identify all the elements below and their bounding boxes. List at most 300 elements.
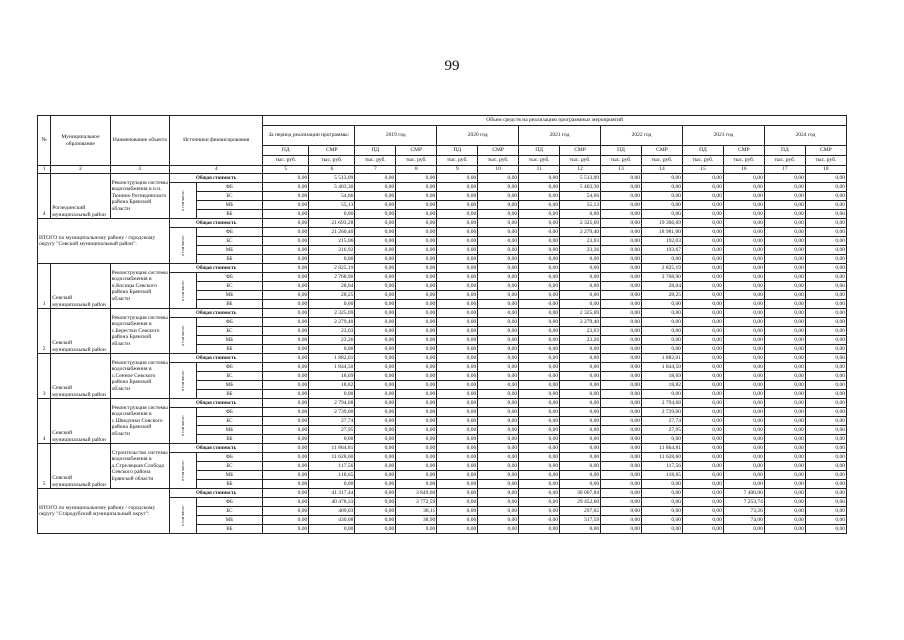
source-label: ВБ bbox=[196, 390, 263, 399]
value-cell: 5 403,30 bbox=[309, 183, 355, 192]
value-cell: 27,74 bbox=[642, 417, 683, 426]
value-cell: 0,00 bbox=[560, 444, 601, 453]
value-cell: 0,00 bbox=[723, 291, 764, 300]
value-cell: 0,00 bbox=[437, 291, 478, 300]
value-cell: 0,00 bbox=[396, 183, 437, 192]
value-cell: 193,67 bbox=[642, 246, 683, 255]
value-cell: 0,00 bbox=[560, 471, 601, 480]
value-cell: 0,00 bbox=[601, 498, 642, 507]
value-cell: 0,00 bbox=[519, 255, 560, 264]
value-cell: 0,00 bbox=[478, 255, 519, 264]
value-cell: 297,65 bbox=[560, 507, 601, 516]
value-cell: 3 849,60 bbox=[396, 489, 437, 498]
value-cell: 0,00 bbox=[263, 201, 309, 210]
value-cell: 0,00 bbox=[396, 525, 437, 534]
value-cell: 1 882,01 bbox=[642, 354, 683, 363]
value-cell: 0,00 bbox=[478, 336, 519, 345]
colnum: 15 bbox=[682, 166, 723, 174]
value-cell: 0,00 bbox=[764, 426, 805, 435]
value-cell: 0,00 bbox=[519, 390, 560, 399]
value-cell: 0,00 bbox=[396, 462, 437, 471]
value-cell: 0,00 bbox=[723, 237, 764, 246]
header-smr: СМР bbox=[309, 146, 355, 156]
value-cell: 0,00 bbox=[682, 363, 723, 372]
value-cell: 0,00 bbox=[519, 228, 560, 237]
value-cell: 0,00 bbox=[478, 462, 519, 471]
value-cell: 0,00 bbox=[601, 228, 642, 237]
in-that-number-text: в том числе: bbox=[180, 190, 186, 211]
value-cell: 0,00 bbox=[355, 264, 396, 273]
value-cell: 0,00 bbox=[519, 399, 560, 408]
value-cell: 0,00 bbox=[764, 318, 805, 327]
colnum: 16 bbox=[723, 166, 764, 174]
value-cell: 0,00 bbox=[396, 309, 437, 318]
value-cell: 0,00 bbox=[519, 462, 560, 471]
header-year-2019: 2019 год bbox=[355, 126, 437, 146]
value-cell: 0,00 bbox=[764, 345, 805, 354]
value-cell: 0,00 bbox=[519, 480, 560, 489]
source-label: ФБ bbox=[196, 273, 263, 282]
colnum: 17 bbox=[764, 166, 805, 174]
value-cell: 0,00 bbox=[478, 417, 519, 426]
source-label: БС bbox=[196, 507, 263, 516]
value-cell: 0,00 bbox=[519, 318, 560, 327]
value-cell: 0,00 bbox=[764, 471, 805, 480]
source-label: МБ bbox=[196, 336, 263, 345]
value-cell: 0,00 bbox=[601, 516, 642, 525]
value-cell: 0,00 bbox=[723, 453, 764, 462]
value-cell: 0,00 bbox=[601, 372, 642, 381]
value-cell: 0,00 bbox=[478, 246, 519, 255]
value-cell: 0,00 bbox=[519, 282, 560, 291]
value-cell: 0,00 bbox=[263, 345, 309, 354]
value-cell: 0,00 bbox=[805, 237, 846, 246]
value-cell: 0,00 bbox=[682, 408, 723, 417]
table-row bbox=[38, 444, 847, 453]
value-cell: 0,00 bbox=[437, 435, 478, 444]
table-body bbox=[38, 174, 847, 534]
value-cell: 0,00 bbox=[355, 318, 396, 327]
value-cell: 0,00 bbox=[478, 210, 519, 219]
value-cell: 0,00 bbox=[263, 228, 309, 237]
value-cell: 0,00 bbox=[805, 507, 846, 516]
value-cell: 0,00 bbox=[396, 444, 437, 453]
value-cell: 0,00 bbox=[805, 201, 846, 210]
value-cell: 0,00 bbox=[396, 408, 437, 417]
value-cell: 0,00 bbox=[355, 408, 396, 417]
object-name: Реконструкция системы водоснабжения в с.Шведчики Севского района Брянской области bbox=[110, 399, 169, 444]
total-cost-label: Общая стоимость bbox=[170, 489, 263, 498]
value-cell: 0,00 bbox=[682, 273, 723, 282]
value-cell: 0,00 bbox=[519, 489, 560, 498]
value-cell: 0,00 bbox=[396, 480, 437, 489]
value-cell: 0,00 bbox=[355, 426, 396, 435]
value-cell: 0,00 bbox=[355, 417, 396, 426]
value-cell: 0,00 bbox=[682, 390, 723, 399]
value-cell: 0,00 bbox=[805, 525, 846, 534]
value-cell: 0,00 bbox=[682, 354, 723, 363]
value-cell: 0,00 bbox=[601, 453, 642, 462]
value-cell: 0,00 bbox=[682, 300, 723, 309]
value-cell: 0,00 bbox=[764, 372, 805, 381]
value-cell: 0,00 bbox=[519, 507, 560, 516]
colnum: 14 bbox=[642, 166, 683, 174]
value-cell: 3 772,59 bbox=[396, 498, 437, 507]
value-cell: 0,00 bbox=[723, 318, 764, 327]
header-unit: тыс. руб. bbox=[263, 156, 309, 166]
value-cell: 0,00 bbox=[805, 417, 846, 426]
header-year-2024: 2024 год bbox=[764, 126, 846, 146]
value-cell: 0,00 bbox=[519, 273, 560, 282]
value-cell: 0,00 bbox=[437, 336, 478, 345]
value-cell: 0,00 bbox=[519, 426, 560, 435]
value-cell: 0,00 bbox=[355, 516, 396, 525]
value-cell: 0,00 bbox=[437, 282, 478, 291]
source-label: ФБ bbox=[196, 318, 263, 327]
value-cell: 0,00 bbox=[723, 309, 764, 318]
value-cell: 0,00 bbox=[437, 417, 478, 426]
value-cell: 0,00 bbox=[723, 381, 764, 390]
value-cell: 0,00 bbox=[642, 390, 683, 399]
value-cell: 0,00 bbox=[437, 399, 478, 408]
value-cell: 0,00 bbox=[355, 453, 396, 462]
value-cell: 0,00 bbox=[764, 489, 805, 498]
value-cell: 0,00 bbox=[642, 210, 683, 219]
financing-table bbox=[37, 115, 847, 534]
value-cell: 0,00 bbox=[263, 390, 309, 399]
value-cell: 11 864,81 bbox=[309, 444, 355, 453]
value-cell: 0,00 bbox=[478, 489, 519, 498]
value-cell: 0,00 bbox=[560, 417, 601, 426]
colnum: 11 bbox=[519, 166, 560, 174]
value-cell: 0,00 bbox=[355, 480, 396, 489]
value-cell: 0,00 bbox=[764, 183, 805, 192]
value-cell: 0,00 bbox=[682, 345, 723, 354]
header-year-2021: 2021 год bbox=[519, 126, 601, 146]
value-cell: 0,00 bbox=[519, 327, 560, 336]
value-cell: 55,13 bbox=[309, 201, 355, 210]
value-cell: 0,00 bbox=[723, 426, 764, 435]
value-cell: 0,00 bbox=[764, 435, 805, 444]
value-cell: 0,00 bbox=[519, 336, 560, 345]
value-cell: 192,03 bbox=[642, 237, 683, 246]
colnum: 3 bbox=[110, 166, 169, 174]
value-cell: 0,00 bbox=[805, 210, 846, 219]
value-cell: 0,00 bbox=[560, 264, 601, 273]
value-cell: 0,00 bbox=[263, 255, 309, 264]
source-label: ФБ bbox=[196, 453, 263, 462]
value-cell: 2 794,68 bbox=[642, 399, 683, 408]
value-cell: 0,00 bbox=[805, 516, 846, 525]
value-cell: 0,00 bbox=[805, 309, 846, 318]
object-name: Реконструкция системы водоснабжения в н.п. Тюнино Рогнединского района Брянской области bbox=[110, 174, 169, 219]
value-cell: 0,00 bbox=[437, 345, 478, 354]
value-cell: 0,00 bbox=[519, 201, 560, 210]
total-label: ИТОГО по муниципальному району / городскому округу "Стародубский муниципальный округ": bbox=[38, 489, 170, 534]
value-cell: 0,00 bbox=[355, 246, 396, 255]
value-cell: 0,00 bbox=[805, 444, 846, 453]
source-label: БС bbox=[196, 192, 263, 201]
value-cell: 0,00 bbox=[396, 291, 437, 300]
source-label: ВБ bbox=[196, 480, 263, 489]
value-cell: 0,00 bbox=[723, 282, 764, 291]
header-unit: тыс. руб. bbox=[309, 156, 355, 166]
value-cell: 0,00 bbox=[437, 444, 478, 453]
value-cell: 0,00 bbox=[560, 255, 601, 264]
value-cell: 0,00 bbox=[478, 282, 519, 291]
value-cell: 0,00 bbox=[682, 453, 723, 462]
value-cell: 0,00 bbox=[437, 489, 478, 498]
value-cell: 0,00 bbox=[682, 174, 723, 183]
value-cell: 38,90 bbox=[396, 516, 437, 525]
value-cell: 0,00 bbox=[682, 381, 723, 390]
value-cell: 0,00 bbox=[437, 363, 478, 372]
value-cell: 0,00 bbox=[355, 489, 396, 498]
source-label: БС bbox=[196, 237, 263, 246]
header-colnum-row bbox=[38, 166, 847, 174]
header-unit: тыс. руб. bbox=[642, 156, 683, 166]
value-cell: 0,00 bbox=[560, 390, 601, 399]
value-cell: 0,00 bbox=[805, 426, 846, 435]
header-unit: тыс. руб. bbox=[437, 156, 478, 166]
object-name: Реконструкция системы водоснабжения в п.Косицы Севского района Брянской области bbox=[110, 264, 169, 309]
value-cell: 0,00 bbox=[309, 435, 355, 444]
value-cell: 0,00 bbox=[642, 345, 683, 354]
value-cell: 0,00 bbox=[437, 237, 478, 246]
value-cell: 0,00 bbox=[396, 174, 437, 183]
value-cell: 0,00 bbox=[560, 291, 601, 300]
value-cell: 2 739,00 bbox=[309, 408, 355, 417]
value-cell: 0,00 bbox=[682, 489, 723, 498]
in-that-number-label bbox=[170, 183, 197, 219]
header-pd: ПД bbox=[764, 146, 805, 156]
page-number: 99 bbox=[444, 58, 460, 74]
value-cell: 0,00 bbox=[519, 246, 560, 255]
value-cell: 0,00 bbox=[263, 408, 309, 417]
value-cell: 0,00 bbox=[805, 435, 846, 444]
source-label: ВБ bbox=[196, 255, 263, 264]
header-unit: тыс. руб. bbox=[478, 156, 519, 166]
header-smr: СМР bbox=[478, 146, 519, 156]
total-cost-label: Общая стоимость bbox=[170, 399, 263, 408]
value-cell: 0,00 bbox=[396, 354, 437, 363]
value-cell: 0,00 bbox=[519, 516, 560, 525]
value-cell: 0,00 bbox=[437, 471, 478, 480]
row-index: 4 bbox=[38, 399, 51, 444]
value-cell: 0,00 bbox=[764, 417, 805, 426]
value-cell: 0,00 bbox=[682, 228, 723, 237]
value-cell: 0,00 bbox=[601, 345, 642, 354]
value-cell: 0,00 bbox=[263, 426, 309, 435]
value-cell: 0,00 bbox=[642, 174, 683, 183]
source-label: ФБ bbox=[196, 408, 263, 417]
source-label: ФБ bbox=[196, 363, 263, 372]
value-cell: 0,00 bbox=[642, 255, 683, 264]
value-cell: 0,00 bbox=[309, 300, 355, 309]
header-pd: ПД bbox=[263, 146, 309, 156]
value-cell: 0,00 bbox=[396, 246, 437, 255]
value-cell: 215,06 bbox=[309, 237, 355, 246]
in-that-number-text: в том числе: bbox=[180, 370, 186, 391]
header-smr: СМР bbox=[642, 146, 683, 156]
value-cell: 0,00 bbox=[764, 309, 805, 318]
in-that-number-label bbox=[170, 363, 197, 399]
value-cell: 0,00 bbox=[263, 183, 309, 192]
value-cell: 0,00 bbox=[601, 174, 642, 183]
value-cell: 2 325,69 bbox=[560, 309, 601, 318]
object-name: Строительство системы водоснабжения в д.Стрелецкая Слобода Севского района Брянской области bbox=[110, 444, 169, 489]
value-cell: 1 882,01 bbox=[309, 354, 355, 363]
total-cost-label: Общая стоимость bbox=[170, 354, 263, 363]
value-cell: 0,00 bbox=[764, 363, 805, 372]
value-cell: 0,00 bbox=[805, 399, 846, 408]
value-cell: 54,66 bbox=[309, 192, 355, 201]
value-cell: 0,00 bbox=[355, 462, 396, 471]
value-cell: 0,00 bbox=[355, 471, 396, 480]
value-cell: 0,00 bbox=[355, 183, 396, 192]
value-cell: 0,00 bbox=[519, 300, 560, 309]
table-row bbox=[38, 219, 847, 228]
value-cell: 0,00 bbox=[355, 228, 396, 237]
value-cell: 0,00 bbox=[355, 300, 396, 309]
value-cell: 0,00 bbox=[805, 183, 846, 192]
value-cell: 0,00 bbox=[764, 228, 805, 237]
value-cell: 2 279,40 bbox=[309, 318, 355, 327]
source-label: БС bbox=[196, 372, 263, 381]
value-cell: 0,00 bbox=[263, 489, 309, 498]
value-cell: 0,00 bbox=[519, 408, 560, 417]
value-cell: 0,00 bbox=[642, 336, 683, 345]
value-cell: 0,00 bbox=[642, 309, 683, 318]
value-cell: 38,11 bbox=[396, 507, 437, 516]
value-cell: 0,00 bbox=[396, 192, 437, 201]
value-cell: 0,00 bbox=[478, 525, 519, 534]
value-cell: 18,69 bbox=[309, 372, 355, 381]
value-cell: 0,00 bbox=[519, 354, 560, 363]
value-cell: 0,00 bbox=[437, 183, 478, 192]
value-cell: 0,00 bbox=[396, 228, 437, 237]
value-cell: 0,00 bbox=[478, 426, 519, 435]
table-row bbox=[38, 174, 847, 183]
value-cell: 2 768,90 bbox=[309, 273, 355, 282]
value-cell: 0,00 bbox=[437, 525, 478, 534]
value-cell: 0,00 bbox=[478, 471, 519, 480]
value-cell: 0,00 bbox=[642, 516, 683, 525]
value-cell: 0,00 bbox=[478, 327, 519, 336]
value-cell: 0,00 bbox=[560, 435, 601, 444]
value-cell: 0,00 bbox=[263, 417, 309, 426]
value-cell: 0,00 bbox=[478, 318, 519, 327]
value-cell: 0,00 bbox=[601, 255, 642, 264]
value-cell: 0,00 bbox=[437, 426, 478, 435]
total-label: ИТОГО по муниципальному району / городскому округу "Севский муниципальный район": bbox=[38, 219, 170, 264]
value-cell: 0,00 bbox=[723, 255, 764, 264]
value-cell: 0,00 bbox=[519, 183, 560, 192]
header-municipal: Муниципальное образование bbox=[51, 116, 110, 166]
value-cell: 5 403,30 bbox=[560, 183, 601, 192]
value-cell: 0,00 bbox=[682, 372, 723, 381]
value-cell: 0,00 bbox=[805, 480, 846, 489]
value-cell: 0,00 bbox=[723, 399, 764, 408]
value-cell: 0,00 bbox=[355, 309, 396, 318]
total-cost-label: Общая стоимость bbox=[170, 444, 263, 453]
value-cell: 0,00 bbox=[682, 318, 723, 327]
value-cell: 0,00 bbox=[519, 219, 560, 228]
value-cell: 0,00 bbox=[478, 192, 519, 201]
value-cell: 0,00 bbox=[263, 498, 309, 507]
value-cell: 0,00 bbox=[560, 282, 601, 291]
header-smr: СМР bbox=[723, 146, 764, 156]
value-cell: 0,00 bbox=[682, 480, 723, 489]
total-cost-label: Общая стоимость bbox=[170, 309, 263, 318]
table-row bbox=[38, 489, 847, 498]
source-label: ФБ bbox=[196, 183, 263, 192]
value-cell: 0,00 bbox=[263, 372, 309, 381]
value-cell: 0,00 bbox=[601, 354, 642, 363]
value-cell: 28,25 bbox=[642, 291, 683, 300]
value-cell: 0,00 bbox=[560, 408, 601, 417]
value-cell: 0,00 bbox=[519, 309, 560, 318]
header-unit: тыс. руб. bbox=[396, 156, 437, 166]
value-cell: 0,00 bbox=[396, 327, 437, 336]
value-cell: 0,00 bbox=[519, 525, 560, 534]
value-cell: 0,00 bbox=[764, 255, 805, 264]
value-cell: 0,00 bbox=[355, 291, 396, 300]
value-cell: 0,00 bbox=[396, 210, 437, 219]
value-cell: 0,00 bbox=[601, 363, 642, 372]
header-smr: СМР bbox=[805, 146, 846, 156]
in-that-number-label bbox=[170, 318, 197, 354]
source-label: ФБ bbox=[196, 498, 263, 507]
value-cell: 0,00 bbox=[263, 300, 309, 309]
value-cell: 11 864,81 bbox=[642, 444, 683, 453]
value-cell: 18,69 bbox=[642, 372, 683, 381]
value-cell: 0,00 bbox=[805, 471, 846, 480]
colnum: 12 bbox=[560, 166, 601, 174]
value-cell: 0,00 bbox=[263, 354, 309, 363]
value-cell: 0,00 bbox=[355, 255, 396, 264]
value-cell: 2 825,19 bbox=[309, 264, 355, 273]
header-pd: ПД bbox=[682, 146, 723, 156]
value-cell: 5 513,09 bbox=[309, 174, 355, 183]
value-cell: 0,00 bbox=[560, 462, 601, 471]
value-cell: 0,00 bbox=[437, 480, 478, 489]
value-cell: 0,00 bbox=[355, 363, 396, 372]
value-cell: 0,00 bbox=[642, 183, 683, 192]
value-cell: 0,00 bbox=[764, 282, 805, 291]
value-cell: 0,00 bbox=[601, 417, 642, 426]
value-cell: 0,00 bbox=[682, 282, 723, 291]
value-cell: 0,00 bbox=[764, 408, 805, 417]
value-cell: 0,00 bbox=[805, 273, 846, 282]
value-cell: 0,00 bbox=[478, 498, 519, 507]
value-cell: 0,00 bbox=[396, 471, 437, 480]
value-cell: 0,00 bbox=[355, 210, 396, 219]
value-cell: 0,00 bbox=[396, 426, 437, 435]
value-cell: 0,00 bbox=[764, 507, 805, 516]
value-cell: 0,00 bbox=[682, 246, 723, 255]
colnum: 9 bbox=[437, 166, 478, 174]
value-cell: 0,00 bbox=[478, 291, 519, 300]
value-cell: 23,03 bbox=[309, 327, 355, 336]
value-cell: 0,00 bbox=[805, 246, 846, 255]
value-cell: 117,56 bbox=[642, 462, 683, 471]
table-row bbox=[38, 354, 847, 363]
header-unit: тыс. руб. bbox=[601, 156, 642, 166]
value-cell: 0,00 bbox=[723, 183, 764, 192]
value-cell: 0,00 bbox=[601, 507, 642, 516]
value-cell: 0,00 bbox=[682, 417, 723, 426]
